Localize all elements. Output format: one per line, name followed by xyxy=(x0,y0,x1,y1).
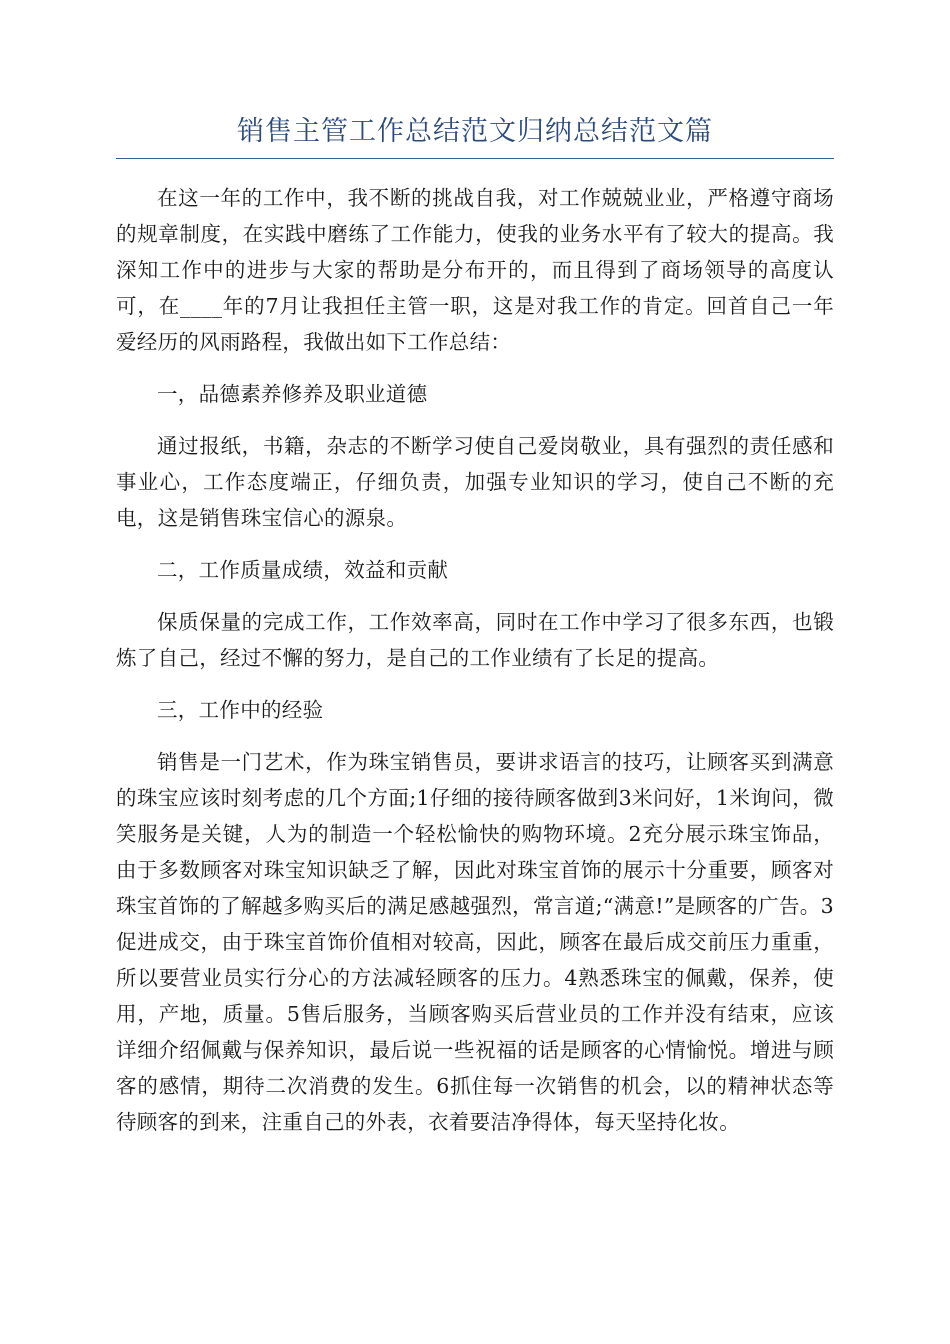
intro-paragraph: 在这一年的工作中，我不断的挑战自我，对工作兢兢业业，严格遵守商场的规章制度，在实践中磨练了工作能力，使我的业务水平有了较大的提高。我深知工作中的进步与大家的帮助是分布开的，而且得到了商场领导的高度认可，在____年的7月让我担任主管一职，这是对我工作的肯定。回首自己一年爱经历的风雨路程，我做出如下工作总结： xyxy=(116,186,834,354)
section-3-paragraph: 销售是一门艺术，作为珠宝销售员，要讲求语言的技巧，让顾客买到满意的珠宝应该时刻考虑的几个方面;1仔细的接待顾客做到3米问好，1米询问，微笑服务是关键，人为的制造一个轻松愉快的购物环境。2充分展示珠宝饰品，由于多数顾客对珠宝知识缺乏了解，因此对珠宝首饰的展示十分重要，顾客对珠宝首饰的了解越多购买后的满足感越强烈，常言道;“满意!”是顾客的广告。3促进成交，由于珠宝首饰价值相对较高，因此，顾客在最后成交前压力重重，所以要营业员实行分心的方法减轻顾客的压力。4熟悉珠宝的佩戴，保养，使用，产地，质量。5售后服务，当顾客购买后营业员的工作并没有结束，应该详细介绍佩戴与保养知识，最后说一些祝福的话是顾客的心情愉悦。增进与顾客的感情，期待二次消费的发生。6抓住每一次销售的机会，以的精神状态等待顾客的到来，注重自己的外表，衣着要洁净得体，每天坚持化妆。 xyxy=(116,750,834,1134)
section-1-paragraph: 通过报纸，书籍，杂志的不断学习使自己爱岗敬业，具有强烈的责任感和事业心，工作态度端正，仔细负责，加强专业知识的学习，使自己不断的充电，这是销售珠宝信心的源泉。 xyxy=(116,434,834,530)
section-heading-2: 二，工作质量成绩，效益和贡献 xyxy=(157,558,449,582)
document-page xyxy=(116,108,834,1140)
document-body xyxy=(116,180,834,1140)
document-title: 销售主管工作总结范文归纳总结范文篇 xyxy=(116,108,834,159)
section-heading-3: 三，工作中的经验 xyxy=(157,698,324,722)
section-heading-1: 一，品德素养修养及职业道德 xyxy=(157,382,428,406)
section-2-paragraph: 保质保量的完成工作，工作效率高，同时在工作中学习了很多东西，也锻炼了自己，经过不懈的努力，是自己的工作业绩有了长足的提高。 xyxy=(116,610,834,670)
